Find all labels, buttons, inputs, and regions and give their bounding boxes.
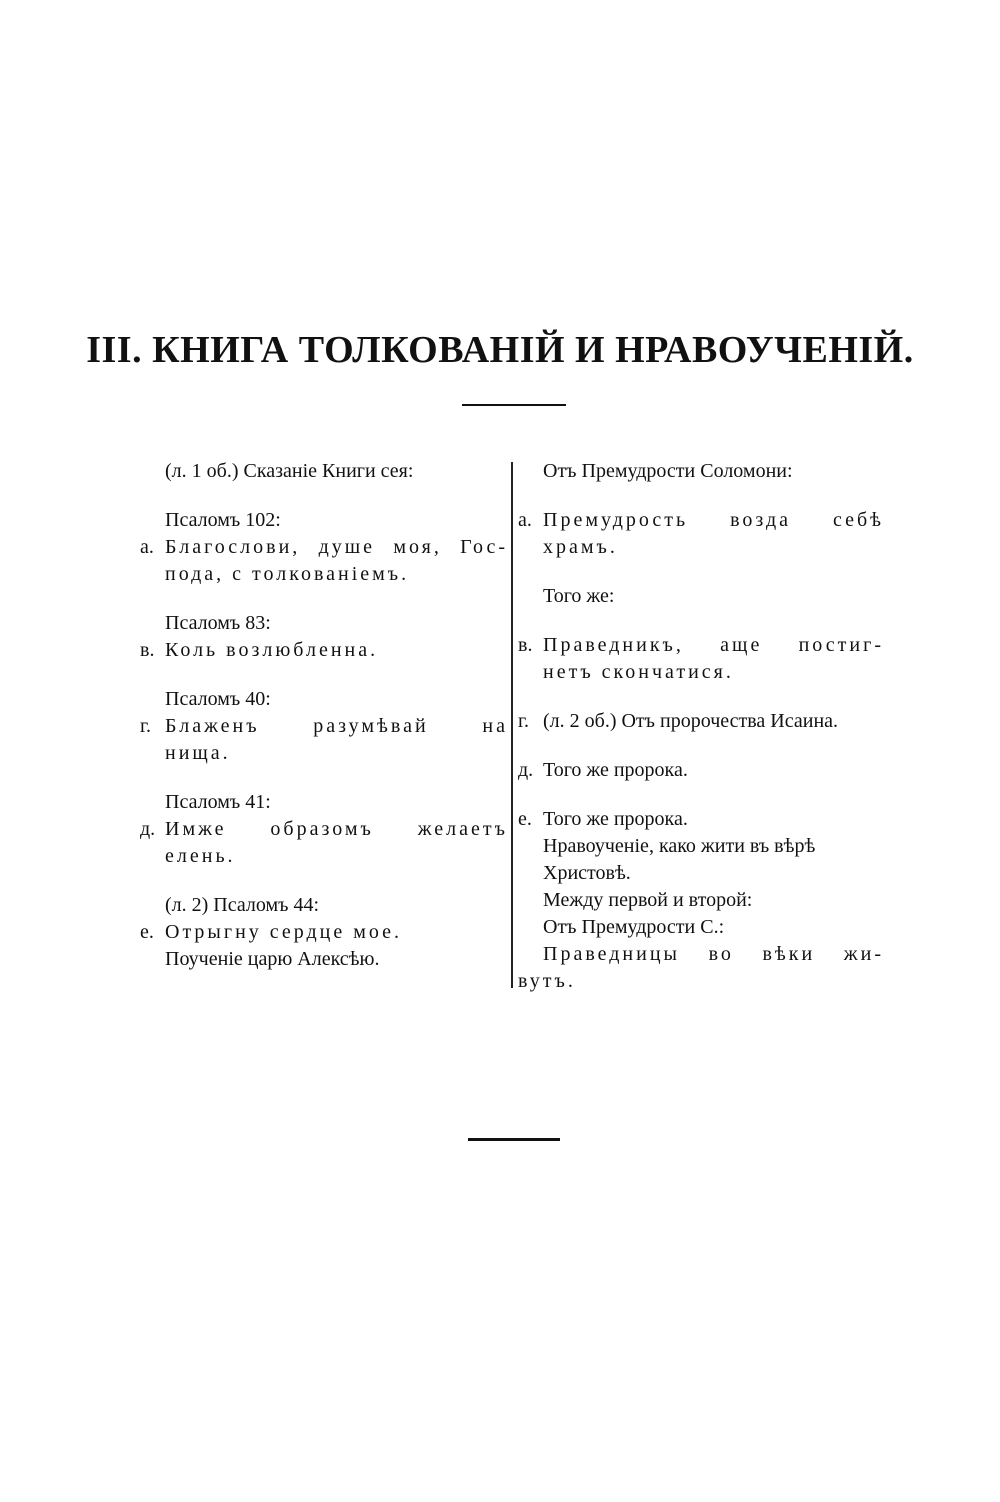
entry-text-line: Блаженъ разумѣвай на [165,715,508,737]
entry-text-line: Отрыгну сердце мое. [165,921,403,943]
right-entry-d [518,757,884,784]
end-divider-rule [468,1138,560,1141]
entry-text-line: нетъ скончатися. [543,661,734,683]
entry-text-line: (л. 2 об.) Отъ пророчества Исаина. [543,710,839,732]
entry-text-line: Того же пророка. [543,759,688,781]
entry-marker: г. [518,710,529,732]
between-line: Между первой и второй: [543,889,753,911]
entry-text-line: елень. [165,845,236,867]
psalm-41-heading: Псаломъ 41: [165,791,271,813]
right-intro: Отъ Премудрости Соломони: [543,460,793,482]
left-entry-d [140,816,508,870]
entry-text-line: нища. [165,742,231,764]
entry-marker: г. [140,715,151,737]
entry-marker: е. [140,921,154,943]
title-divider-rule [462,404,566,406]
left-entry-g [140,713,508,767]
right-entry-a [518,507,884,561]
right-column [518,458,884,995]
teaching-to-tsar-line: Поученіе царю Алексѣю. [165,948,380,970]
left-entry-v [140,637,508,664]
moral-teaching-line: Христовѣ. [543,862,631,884]
right-entry-v [518,632,884,686]
entry-marker: е. [518,808,532,830]
column-divider [511,462,513,988]
right-entry-g [518,708,884,735]
left-intro: (л. 1 об.) Сказаніе Книги сея: [165,460,414,482]
same-author-heading: Того же: [543,585,615,607]
entry-marker: д. [518,759,534,781]
entry-text-line: храмъ. [543,536,618,558]
righteous-line: вутъ. [518,970,576,992]
wisdom-s-line: Отъ Премудрости С.: [543,916,725,938]
moral-teaching-line: Нравоученіе, како жити въ вѣрѣ [543,835,816,857]
left-entry-a [140,534,508,588]
entry-marker: а. [140,536,154,558]
page-title: III. КНИГА ТОЛКОВАНІЙ И НРАВОУЧЕНІЙ. [86,329,914,371]
entry-text-line: Того же пророка. [543,808,688,830]
entry-marker: а. [518,509,532,531]
entry-text-line: Благослови, душе моя, Гос- [165,536,508,558]
entry-text-line: Имже образомъ желаетъ [165,818,508,840]
entry-text-line: Премудрость возда себѣ [543,509,884,531]
entry-text-line: Праведникъ, аще постиг- [543,634,884,656]
psalm-44-heading: (л. 2) Псаломъ 44: [165,894,320,916]
entry-text-line: пода, с толкованіемъ. [165,563,410,585]
left-entry-e [140,919,508,946]
left-column [140,458,508,973]
psalm-40-heading: Псаломъ 40: [165,688,271,710]
psalm-102-heading: Псаломъ 102: [165,509,281,531]
right-entry-e [518,806,884,833]
psalm-83-heading: Псаломъ 83: [165,612,271,634]
entry-marker: в. [140,639,155,661]
entry-marker: в. [518,634,533,656]
entry-marker: д. [140,818,156,840]
entry-text-line: Коль возлюбленна. [165,639,379,661]
righteous-line: Праведницы во вѣки жи- [543,943,884,965]
